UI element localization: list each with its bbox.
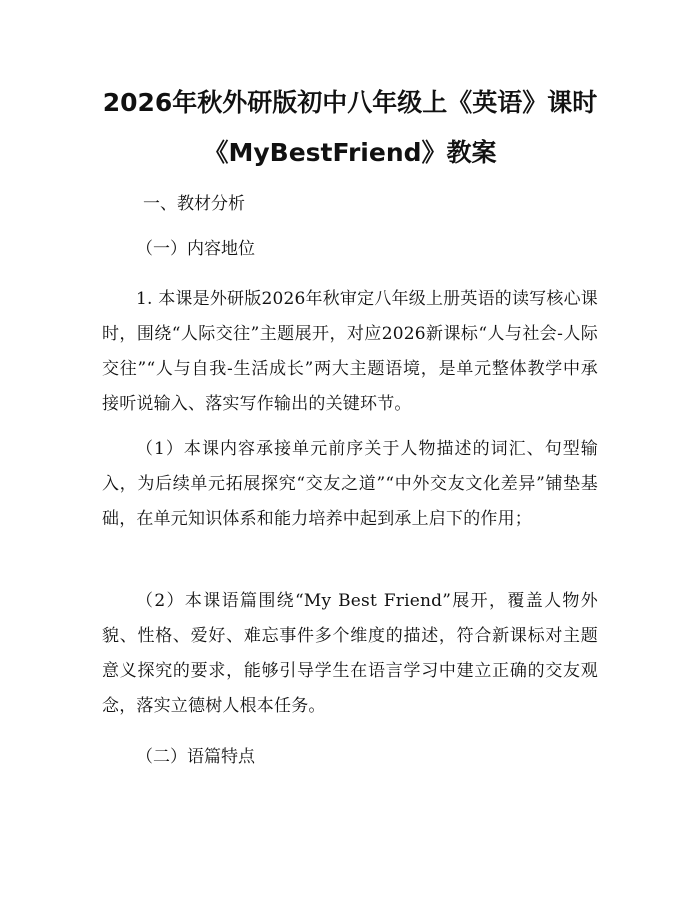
document-title-line-1: 2026年秋外研版初中八年级上《英语》课时	[102, 88, 598, 117]
document-title-line-2: 《MyBestFriend》教案	[203, 138, 497, 167]
section-heading-textbook-analysis: 一、教材分析	[143, 194, 245, 214]
paragraph-text-theme: （2）本课语篇围绕“My Best Friend”展开，覆盖人物外貌、性格、爱好、难忘事件多个维度的描述，符合新课标对主题意义探究的要求，能够引导学生在语言学习中建立正确的交友观念，落实立德树人根本任务。	[102, 591, 598, 716]
subsection-heading-content-position: （一）内容地位	[136, 239, 255, 259]
paragraph-course-overview: 1. 本课是外研版2026年秋审定八年级上册英语的读写核心课时，围绕“人际交往”主题展开，对应2026新课标“人与社会-人际交往”“人与自我-生活成长”两大主题语境，是单元整体教学中承接听说输入、落实写作输出的关键环节。	[102, 289, 598, 414]
paragraph-content-connection: （1）本课内容承接单元前序关于人物描述的词汇、句型输入，为后续单元拓展探究“交友之道”“中外交友文化差异”铺垫基础，在单元知识体系和能力培养中起到承上启下的作用；	[102, 439, 598, 529]
subsection-heading-text-features: （二）语篇特点	[136, 747, 255, 767]
